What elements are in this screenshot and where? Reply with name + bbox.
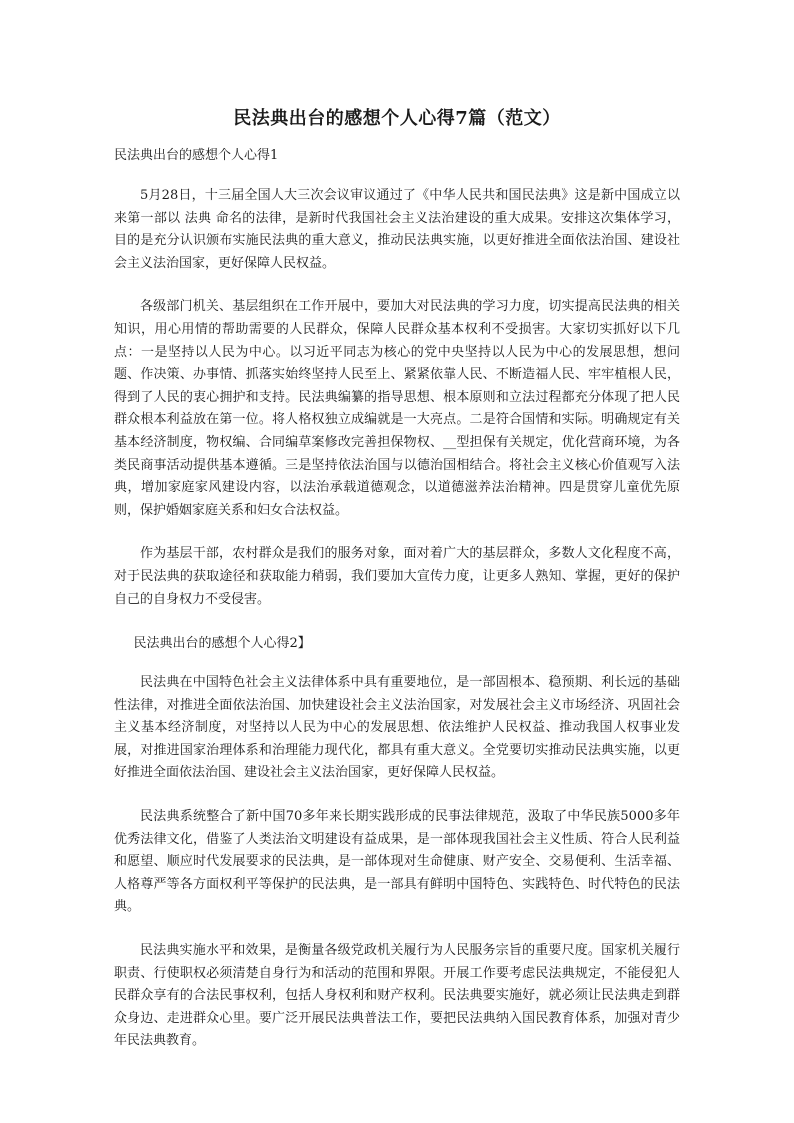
section-heading-2: 民法典出台的感想个人心得2】 [133, 636, 311, 652]
paragraph: 5月28日，十三届全国人大三次会议审议通过了《中华人民共和国民法典》这是新中国成立以来第一部以 法典 命名的法律，是新时代我国社会主义法治建设的重大成果。安排这次集体学习，目的是充分认识颁布实施民法典的重大意义，推动民法典实施，以更好推进全面依法治国、建设社会主义法治国家，更好保障人民权益。 [114, 188, 680, 271]
document-title: 民法典出台的感想个人心得7篇（范文） [233, 108, 561, 129]
paragraph: 民法典实施水平和效果，是衡量各级党政机关履行为人民服务宗旨的重要尺度。国家机关履行职责、行使职权必须清楚自身行为和活动的范围和界限。开展工作要考虑民法典规定，不能侵犯人民群众享有的合法民事权利，包括人身权利和财产权利。民法典要实施好，就必须让民法典走到群众身边、走进群众心里。要广泛开展民法典普法工作，要把民法典纳入国民教育体系，加强对青少年民法典教育。 [114, 943, 680, 1049]
section-heading-1: 民法典出台的感想个人心得1 [114, 148, 279, 163]
paragraph: 作为基层干部，农村群众是我们的服务对象，面对着广大的基层群众，多数人文化程度不高，对于民法典的获取途径和获取能力稍弱，我们要加大宣传力度，让更多人熟知、掌握，更好的保护自己的自身权力不受侵害。 [114, 546, 680, 607]
paragraph: 民法典系统整合了新中国70多年来长期实践形成的民事法律规范，汲取了中华民族5000多年优秀法律文化，借鉴了人类法治文明建设有益成果，是一部体现我国社会主义性质、符合人民利益和愿望、顺应时代发展要求的民法典，是一部体现对生命健康、财产安全、交易便利、生活幸福、人格尊严等各方面权利平等保护的民法典，是一部具有鲜明中国特色、实践特色、时代特色的民法典。 [114, 809, 680, 915]
paragraph: 民法典在中国特色社会主义法律体系中具有重要地位，是一部固根本、稳预期、利长远的基础性法律，对推进全面依法治国、加快建设社会主义法治国家，对发展社会主义市场经济、巩固社会主义基本经济制度，对坚持以人民为中心的发展思想、依法维护人民权益、推动我国人权事业发展，对推进国家治理体系和治理能力现代化，都具有重大意义。全党要切实推动民法典实施，以更好推进全面依法治国、建设社会主义法治国家，更好保障人民权益。 [114, 675, 680, 781]
paragraph: 各级部门机关、基层组织在工作开展中，要加大对民法典的学习力度，切实提高民法典的相关知识，用心用情的帮助需要的人民群众，保障人民群众基本权利不受损害。大家切实抓好以下几点：一是坚持以人民为中心。以习近平同志为核心的党中央坚持以人民为中心的发展思想，想问题、作决策、办事情、抓落实始终坚持人民至上、紧紧依靠人民、不断造福人民、牢牢植根人民，得到了人民的衷心拥护和支持。民法典编纂的指导思想、根本原则和立法过程都充分体现了把人民群众根本利益放在第一位。将人格权独立成编就是一大亮点。二是符合国情和实际。明确规定有关基本经济制度，物权编、合同编草案修改完善担保物权、__型担保有关规定，优化营商环境，为各类民商事活动提供基本遵循。三是坚持依法治国与以德治国相结合。将社会主义核心价值观写入法典，增加家庭家风建设内容，以法治承载道德观念，以道德滋养法治精神。四是贯穿儿童优先原则，保护婚姻家庭关系和妇女合法权益。 [114, 299, 680, 518]
